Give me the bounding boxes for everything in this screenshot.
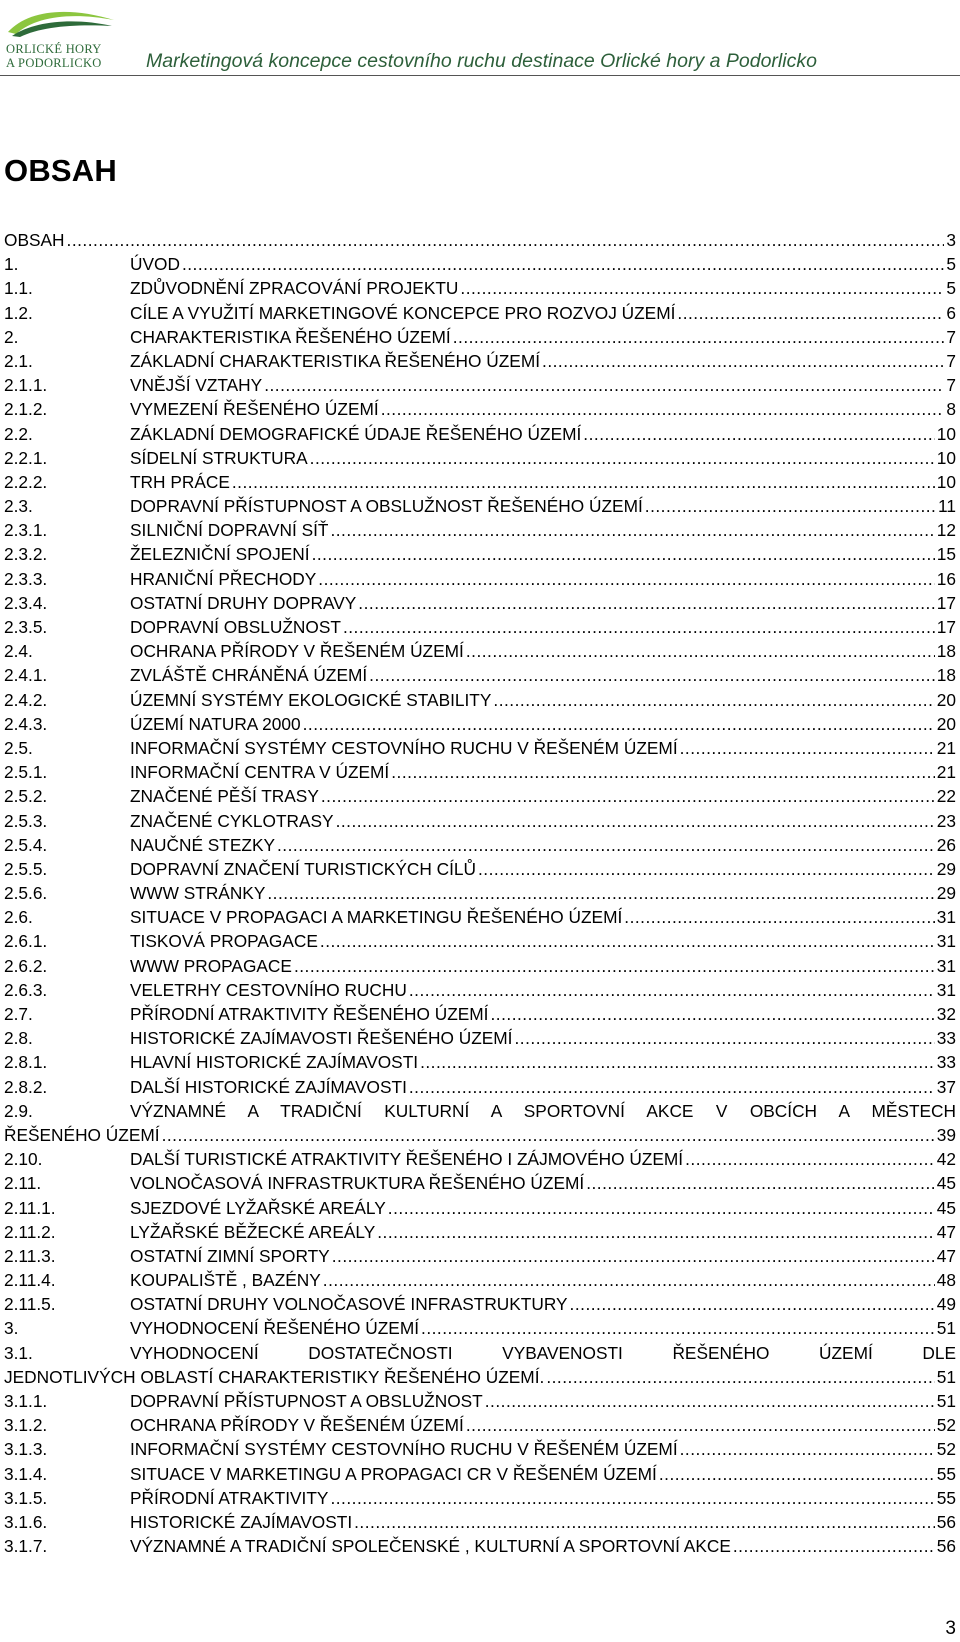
toc-entry-number: 2.6. xyxy=(4,907,33,928)
toc-entry[interactable] xyxy=(4,978,956,1002)
toc-leader-dots xyxy=(677,301,944,325)
toc-entry-title: OSTATNÍ ZIMNÍ SPORTY xyxy=(130,1245,330,1266)
toc-entry-page: 12 xyxy=(936,520,956,541)
toc-entry-page: 56 xyxy=(936,1511,956,1532)
toc-entry-number: 2.5.3. xyxy=(4,810,48,831)
logo-text-line1: ORLICKÉ HORY xyxy=(6,42,102,56)
toc-entry[interactable] xyxy=(4,1196,956,1220)
toc-entry-page: 5 xyxy=(946,254,956,275)
toc-entry[interactable] xyxy=(4,639,956,663)
toc-entry-title: TISKOVÁ PROPAGACE xyxy=(130,931,318,952)
toc-entry-number: 2.1. xyxy=(4,350,33,371)
toc-entry-page: 31 xyxy=(936,955,956,976)
toc-entry-page: 21 xyxy=(936,737,956,758)
toc-entry-title: CÍLE A VYUŽITÍ MARKETINGOVÉ KONCEPCE PRO ROZVOJ ÚZEMÍ xyxy=(130,302,676,323)
toc-entry-continuation[interactable] xyxy=(4,1365,956,1389)
toc-entry-page: 45 xyxy=(936,1197,956,1218)
toc-entry[interactable] xyxy=(4,1147,956,1171)
toc-entry-number: 2.4.3. xyxy=(4,713,48,734)
toc-entry-page: 37 xyxy=(936,1076,956,1097)
toc-entry-page: 47 xyxy=(936,1221,956,1242)
toc-entry-number: 2.1.2. xyxy=(4,399,48,420)
toc-entry-number: 2.5.6. xyxy=(4,883,48,904)
toc-entry-title: VÝZNAMNÉ A TRADIČNÍ KULTURNÍ A SPORTOVNÍ AKCE V OBCÍCH A MĚSTECH xyxy=(130,1100,956,1121)
toc-entry-number: 2.2.2. xyxy=(4,471,48,492)
toc-entry[interactable] xyxy=(4,228,956,252)
toc-entry-number: 2.11.3. xyxy=(4,1245,56,1266)
toc-entry-title: LYŽAŘSKÉ BĚŽECKÉ AREÁLY xyxy=(130,1221,376,1242)
toc-entry[interactable] xyxy=(4,1534,956,1558)
toc-entry[interactable] xyxy=(4,857,956,881)
toc-entry[interactable] xyxy=(4,1075,956,1099)
toc-entry-page: 33 xyxy=(936,1052,956,1073)
toc-entry-page: 29 xyxy=(936,883,956,904)
toc-entry-title: DALŠÍ HISTORICKÉ ZAJÍMAVOSTI xyxy=(130,1076,407,1097)
toc-entry[interactable] xyxy=(4,1316,956,1340)
toc-entry-number: 1. xyxy=(4,254,19,275)
toc-leader-dots xyxy=(310,446,935,470)
toc-entry-number: 2.3.2. xyxy=(4,544,48,565)
toc-leader-dots xyxy=(466,639,935,663)
page-header xyxy=(0,0,960,76)
toc-entry[interactable] xyxy=(4,422,956,446)
toc-entry-page: 11 xyxy=(938,496,956,517)
toc-leader-dots xyxy=(358,591,934,615)
toc-entry[interactable] xyxy=(4,615,956,639)
toc-entry-title: INFORMAČNÍ CENTRA V ÚZEMÍ xyxy=(130,762,390,783)
toc-entry-page: 39 xyxy=(936,1124,956,1145)
toc-leader-dots xyxy=(421,1316,935,1340)
toc-entry-title: HRANIČNÍ PŘECHODY xyxy=(130,568,317,589)
toc-entry[interactable] xyxy=(4,1002,956,1026)
toc-leader-dots xyxy=(546,1365,934,1389)
toc-entry[interactable] xyxy=(4,542,956,566)
toc-entry[interactable] xyxy=(4,301,956,325)
toc-leader-dots xyxy=(583,422,934,446)
toc-entry-page: 48 xyxy=(936,1270,956,1291)
toc-entry-title: VOLNOČASOVÁ INFRASTRUKTURA ŘEŠENÉHO ÚZEMÍ xyxy=(130,1173,585,1194)
toc-entry[interactable] xyxy=(4,518,956,542)
toc-entry-title: OCHRANA PŘÍRODY V ŘEŠENÉM ÚZEMÍ xyxy=(130,641,464,662)
toc-entry-title: ZNAČENÉ CYKLOTRASY xyxy=(130,810,334,831)
toc-entry-page: 7 xyxy=(946,350,956,371)
toc-entry[interactable] xyxy=(4,736,956,760)
toc-entry[interactable] xyxy=(4,1389,956,1413)
toc-entry-number: 2.11. xyxy=(4,1173,42,1194)
toc-entry[interactable] xyxy=(4,1437,956,1461)
toc-entry-title: ZÁKLADNÍ CHARAKTERISTIKA ŘEŠENÉHO ÚZEMÍ xyxy=(130,350,541,371)
toc-leader-dots xyxy=(388,1196,935,1220)
toc-entry[interactable] xyxy=(4,1341,956,1365)
header-divider xyxy=(0,75,960,76)
toc-entry-title: ZNAČENÉ PĚŠÍ TRASY xyxy=(130,786,319,807)
toc-entry-page: 29 xyxy=(936,858,956,879)
toc-entry-title: PŘÍRODNÍ ATRAKTIVITY xyxy=(130,1487,329,1508)
toc-entry-page: 3 xyxy=(946,230,956,250)
toc-entry-number: OBSAH xyxy=(4,230,65,250)
toc-entry-page: 7 xyxy=(946,326,956,347)
toc-entry-title: DOPRAVNÍ PŘÍSTUPNOST A OBSLUŽNOST ŘEŠENÉHO ÚZEMÍ xyxy=(130,496,643,517)
document-title: Marketingová koncepce cestovního ruchu destinace Orlické hory a Podorlicko xyxy=(146,50,817,72)
toc-entry-number: 2.3. xyxy=(4,496,33,517)
toc-entry[interactable] xyxy=(4,373,956,397)
toc-entry-number: 2.5.2. xyxy=(4,786,48,807)
toc-leader-dots xyxy=(330,1486,934,1510)
toc-leader-dots xyxy=(493,688,934,712)
toc-entry[interactable] xyxy=(4,1413,956,1437)
toc-entry-page: 45 xyxy=(936,1173,956,1194)
toc-entry-number: 2.4. xyxy=(4,641,33,662)
toc-entry[interactable] xyxy=(4,397,956,421)
toc-entry[interactable] xyxy=(4,252,956,276)
toc-entry-continuation[interactable] xyxy=(4,1123,956,1147)
toc-entry-page: 20 xyxy=(936,713,956,734)
toc-entry-title: SJEZDOVÉ LYŽAŘSKÉ AREÁLY xyxy=(130,1197,386,1218)
toc-entry-title: ÚZEMNÍ SYSTÉMY EKOLOGICKÉ STABILITY xyxy=(130,689,492,710)
toc-entry[interactable] xyxy=(4,276,956,300)
toc-entry-page: 52 xyxy=(936,1415,956,1436)
toc-entry-number: 3.1.3. xyxy=(4,1439,48,1460)
toc-leader-dots xyxy=(264,373,944,397)
toc-entry[interactable] xyxy=(4,349,956,373)
toc-entry-number: 2.11.5. xyxy=(4,1294,56,1315)
toc-leader-dots xyxy=(67,228,945,252)
toc-entry[interactable] xyxy=(4,1268,956,1292)
toc-leader-dots xyxy=(409,978,935,1002)
toc-entry-title: DALŠÍ TURISTICKÉ ATRAKTIVITY ŘEŠENÉHO I ZÁJMOVÉHO ÚZEMÍ xyxy=(130,1149,684,1170)
toc-entry-page: 31 xyxy=(936,979,956,1000)
toc-leader-dots xyxy=(685,1147,935,1171)
toc-leader-dots xyxy=(323,1268,935,1292)
toc-entry-title: NAUČNÉ STEZKY xyxy=(130,834,275,855)
toc-entry-number: 1.1. xyxy=(4,278,33,299)
toc-leader-dots xyxy=(232,470,935,494)
toc-entry-title: WWW PROPAGACE xyxy=(130,955,292,976)
toc-entry-title: ÚZEMÍ NATURA 2000 xyxy=(130,713,301,734)
toc-leader-dots xyxy=(478,857,935,881)
logo-text-line2: A PODORLICKO xyxy=(6,56,102,70)
toc-entry-page: 55 xyxy=(936,1463,956,1484)
toc-entry-page: 56 xyxy=(936,1536,956,1557)
toc-heading: OBSAH xyxy=(4,153,117,188)
toc-entry-number: 3.1.1. xyxy=(4,1391,48,1411)
toc-entry-number: 2.3.5. xyxy=(4,617,48,637)
toc-leader-dots xyxy=(336,809,935,833)
toc-entry[interactable] xyxy=(4,1050,956,1074)
toc-leader-dots xyxy=(369,663,935,687)
toc-entry-page: 15 xyxy=(936,544,956,565)
toc-entry-number: 2.1.1. xyxy=(4,375,48,396)
toc-entry-title: SILNIČNÍ DOPRAVNÍ SÍŤ xyxy=(130,520,329,541)
toc-entry[interactable] xyxy=(4,494,956,518)
toc-leader-dots xyxy=(303,712,935,736)
toc-entry[interactable] xyxy=(4,1220,956,1244)
toc-leader-dots xyxy=(391,760,935,784)
toc-entry-page: 17 xyxy=(936,617,956,637)
toc-entry-title: HISTORICKÉ ZAJÍMAVOSTI xyxy=(130,1511,353,1532)
toc-entry-title: VELETRHY CESTOVNÍHO RUCHU xyxy=(130,979,407,1000)
toc-entry-number: 2.2. xyxy=(4,423,33,444)
toc-entry-title: VÝZNAMNÉ A TRADIČNÍ SPOLEČENSKÉ , KULTURNÍ A SPORTOVNÍ AKCE xyxy=(130,1536,731,1557)
toc-leader-dots xyxy=(485,1389,935,1413)
toc-entry-number: 2.6.1. xyxy=(4,931,48,952)
toc-entry-page: 21 xyxy=(936,762,956,783)
toc-entry[interactable] xyxy=(4,712,956,736)
toc-leader-dots xyxy=(377,1220,935,1244)
toc-leader-dots xyxy=(267,881,934,905)
toc-entry[interactable] xyxy=(4,446,956,470)
toc-entry-number: 2.9. xyxy=(4,1100,33,1121)
toc-entry-page: 23 xyxy=(936,810,956,831)
toc-entry-page: 5 xyxy=(946,278,956,299)
toc-leader-dots xyxy=(354,1510,935,1534)
toc-entry-number: 3.1.2. xyxy=(4,1415,48,1436)
toc-entry-page: 26 xyxy=(936,834,956,855)
toc-leader-dots xyxy=(570,1292,935,1316)
toc-entry-title: DOPRAVNÍ ZNAČENÍ TURISTICKÝCH CÍLŮ xyxy=(130,858,476,879)
toc-leader-dots xyxy=(460,276,944,300)
toc-entry-title: VYHODNOCENÍ ŘEŠENÉHO ÚZEMÍ xyxy=(130,1318,420,1339)
toc-entry[interactable] xyxy=(4,1026,956,1050)
toc-leader-dots xyxy=(680,736,935,760)
toc-leader-dots xyxy=(490,1002,934,1026)
toc-entry-number: 2.11.1. xyxy=(4,1197,56,1218)
toc-entry-page: 55 xyxy=(936,1487,956,1508)
toc-entry-page: 10 xyxy=(936,471,956,492)
toc-entry-title: SÍDELNÍ STRUKTURA xyxy=(130,447,308,468)
toc-entry-number: 3.1.7. xyxy=(4,1536,48,1557)
toc-entry-title-continuation: ŘEŠENÉHO ÚZEMÍ xyxy=(4,1124,160,1145)
toc-leader-dots xyxy=(381,397,945,421)
toc-entry-page: 52 xyxy=(936,1439,956,1460)
toc-leader-dots xyxy=(332,1244,935,1268)
toc-entry-page: 32 xyxy=(936,1004,956,1024)
toc-entry-number: 2.11.4. xyxy=(4,1270,56,1291)
orlicke-hory-logo xyxy=(2,2,120,72)
toc-leader-dots xyxy=(680,1437,935,1461)
toc-entry[interactable] xyxy=(4,1292,956,1316)
toc-entry-number: 2.8. xyxy=(4,1028,33,1049)
toc-leader-dots xyxy=(624,905,934,929)
toc-entry-number: 2.8.1. xyxy=(4,1052,48,1073)
toc-leader-dots xyxy=(294,954,935,978)
toc-entry[interactable] xyxy=(4,1099,956,1123)
toc-entry-title: DOPRAVNÍ OBSLUŽNOST xyxy=(130,617,341,637)
toc-entry[interactable] xyxy=(4,1486,956,1510)
toc-entry-number: 2.4.2. xyxy=(4,689,48,710)
toc-entry-title: ZÁKLADNÍ DEMOGRAFICKÉ ÚDAJE ŘEŠENÉHO ÚZEMÍ xyxy=(130,423,582,444)
toc-entry-page: 31 xyxy=(936,907,956,928)
toc-entry-title-continuation: JEDNOTLIVÝCH OBLASTÍ CHARAKTERISTIKY ŘEŠENÉHO ÚZEMÍ. xyxy=(4,1366,545,1387)
toc-entry-title: SITUACE V MARKETINGU A PROPAGACI CR V ŘEŠENÉM ÚZEMÍ xyxy=(130,1463,657,1484)
toc-entry-number: 3.1.6. xyxy=(4,1511,48,1532)
toc-entry-number: 2.10. xyxy=(4,1149,43,1170)
toc-leader-dots xyxy=(318,567,934,591)
toc-entry[interactable] xyxy=(4,881,956,905)
toc-leader-dots xyxy=(542,349,944,373)
toc-entry-page: 51 xyxy=(936,1318,956,1339)
toc-entry-page: 17 xyxy=(936,592,956,613)
toc-entry[interactable] xyxy=(4,833,956,857)
toc-entry-number: 2.5.1. xyxy=(4,762,48,783)
toc-entry-title: KOUPALIŠTĚ , BAZÉNY xyxy=(130,1270,321,1291)
toc-entry-number: 2.7. xyxy=(4,1004,33,1024)
toc-entry-title: OCHRANA PŘÍRODY V ŘEŠENÉM ÚZEMÍ xyxy=(130,1415,464,1436)
toc-entry-number: 3.1. xyxy=(4,1342,33,1363)
toc-entry-number: 3. xyxy=(4,1318,19,1339)
toc-leader-dots xyxy=(330,518,934,542)
toc-entry-title: DOPRAVNÍ PŘÍSTUPNOST A OBSLUŽNOST xyxy=(130,1391,483,1411)
toc-entry-page: 42 xyxy=(936,1149,956,1170)
toc-entry-number: 3.1.4. xyxy=(4,1463,48,1484)
toc-entry-page: 8 xyxy=(946,399,956,420)
toc-entry-title: HISTORICKÉ ZAJÍMAVOSTI ŘEŠENÉHO ÚZEMÍ xyxy=(130,1028,513,1049)
toc-entry-number: 2.6.2. xyxy=(4,955,48,976)
toc-entry-number: 2.5. xyxy=(4,737,33,758)
toc-entry-title: VYMEZENÍ ŘEŠENÉHO ÚZEMÍ xyxy=(130,399,379,420)
toc-entry[interactable] xyxy=(4,591,956,615)
toc-leader-dots xyxy=(659,1462,935,1486)
toc-entry-title: SITUACE V PROPAGACI A MARKETINGU ŘEŠENÉHO ÚZEMÍ xyxy=(130,907,623,928)
toc-leader-dots xyxy=(162,1123,935,1147)
toc-leader-dots xyxy=(514,1026,934,1050)
toc-entry-number: 2.8.2. xyxy=(4,1076,48,1097)
toc-entry-page: 51 xyxy=(936,1366,956,1387)
toc-entry-title: PŘÍRODNÍ ATRAKTIVITY ŘEŠENÉHO ÚZEMÍ xyxy=(130,1004,489,1024)
toc-leader-dots xyxy=(182,252,944,276)
toc-leader-dots xyxy=(409,1075,935,1099)
toc-entry[interactable] xyxy=(4,954,956,978)
toc-entry-title: VYHODNOCENÍ DOSTATEČNOSTI VYBAVENOSTI ŘEŠENÉHO ÚZEMÍ DLE xyxy=(130,1342,956,1363)
toc-entry-page: 10 xyxy=(936,423,956,444)
toc-entry-page: 20 xyxy=(936,689,956,710)
toc-entry-page: 22 xyxy=(936,786,956,807)
toc-entry-page: 18 xyxy=(936,641,956,662)
toc-entry[interactable] xyxy=(4,929,956,953)
toc-entry[interactable] xyxy=(4,1244,956,1268)
toc-entry-title: OSTATNÍ DRUHY DOPRAVY xyxy=(130,592,357,613)
toc-entry-page: 47 xyxy=(936,1245,956,1266)
toc-entry[interactable] xyxy=(4,470,956,494)
toc-entry-title: HLAVNÍ HISTORICKÉ ZAJÍMAVOSTI xyxy=(130,1052,419,1073)
toc-entry[interactable] xyxy=(4,688,956,712)
toc-leader-dots xyxy=(312,542,935,566)
toc-entry[interactable] xyxy=(4,567,956,591)
toc-entry-title: TRH PRÁCE xyxy=(130,471,230,492)
toc-entry[interactable] xyxy=(4,325,956,349)
toc-entry-page: 10 xyxy=(936,447,956,468)
toc-entry-number: 3.1.5. xyxy=(4,1487,48,1508)
toc-leader-dots xyxy=(277,833,935,857)
toc-leader-dots xyxy=(343,615,935,639)
toc-entry-number: 2.6.3. xyxy=(4,979,48,1000)
toc-leader-dots xyxy=(466,1413,935,1437)
toc-entry-title: INFORMAČNÍ SYSTÉMY CESTOVNÍHO RUCHU V ŘEŠENÉM ÚZEMÍ xyxy=(130,1439,678,1460)
toc-entry-number: 1.2. xyxy=(4,302,33,323)
toc-entry[interactable] xyxy=(4,663,956,687)
toc-entry-title: ŽELEZNIČNÍ SPOJENÍ xyxy=(130,544,310,565)
toc-leader-dots xyxy=(645,494,936,518)
toc-entry-title: CHARAKTERISTIKA ŘEŠENÉHO ÚZEMÍ xyxy=(130,326,451,347)
toc-entry-number: 2.5.4. xyxy=(4,834,48,855)
toc-entry-title: VNĚJŠÍ VZTAHY xyxy=(130,375,263,396)
toc-leader-dots xyxy=(320,929,935,953)
toc-entry-number: 2.3.3. xyxy=(4,568,48,589)
page-number: 3 xyxy=(945,1618,956,1639)
toc-entry-title: ZVLÁŠTĚ CHRÁNĚNÁ ÚZEMÍ xyxy=(130,665,368,686)
toc-entry[interactable] xyxy=(4,1171,956,1195)
table-of-contents xyxy=(4,228,956,1558)
toc-entry-page: 31 xyxy=(936,931,956,952)
toc-entry-title: ZDŮVODNĚNÍ ZPRACOVÁNÍ PROJEKTU xyxy=(130,278,459,299)
toc-entry-page: 33 xyxy=(936,1028,956,1049)
toc-entry-number: 2.5.5. xyxy=(4,858,48,879)
toc-entry[interactable] xyxy=(4,809,956,833)
toc-entry-title: OSTATNÍ DRUHY VOLNOČASOVÉ INFRASTRUKTURY xyxy=(130,1294,568,1315)
mountain-swoosh-icon xyxy=(6,4,118,38)
toc-leader-dots xyxy=(733,1534,935,1558)
toc-entry[interactable] xyxy=(4,760,956,784)
toc-leader-dots xyxy=(420,1050,935,1074)
toc-entry-number: 2.11.2. xyxy=(4,1221,56,1242)
toc-entry-page: 7 xyxy=(946,375,956,396)
toc-entry-number: 2.3.4. xyxy=(4,592,48,613)
toc-entry-page: 18 xyxy=(936,665,956,686)
toc-entry-page: 6 xyxy=(946,302,956,323)
toc-entry-page: 51 xyxy=(936,1391,956,1411)
toc-leader-dots xyxy=(586,1171,935,1195)
toc-leader-dots xyxy=(453,325,945,349)
toc-entry-number: 2. xyxy=(4,326,19,347)
toc-entry-title: WWW STRÁNKY xyxy=(130,883,266,904)
toc-entry-number: 2.4.1. xyxy=(4,665,48,686)
toc-leader-dots xyxy=(321,784,935,808)
toc-entry[interactable] xyxy=(4,1510,956,1534)
toc-entry-page: 16 xyxy=(936,568,956,589)
toc-entry[interactable] xyxy=(4,905,956,929)
toc-entry-title: ÚVOD xyxy=(130,254,180,275)
toc-entry-title: INFORMAČNÍ SYSTÉMY CESTOVNÍHO RUCHU V ŘEŠENÉM ÚZEMÍ xyxy=(130,737,678,758)
toc-entry[interactable] xyxy=(4,784,956,808)
toc-entry-page: 49 xyxy=(936,1294,956,1315)
toc-entry[interactable] xyxy=(4,1462,956,1486)
toc-entry-number: 2.3.1. xyxy=(4,520,48,541)
toc-entry-number: 2.2.1. xyxy=(4,447,48,468)
